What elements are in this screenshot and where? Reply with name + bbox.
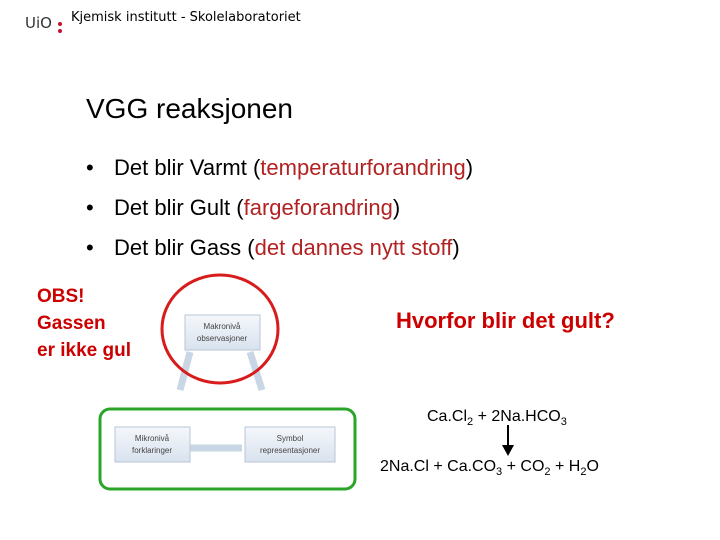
bullet-item	[86, 188, 473, 228]
slide-title: VGG reaksjonen	[86, 93, 293, 124]
box-macro	[185, 315, 260, 350]
bullet-glyph: •	[86, 195, 94, 220]
box-symbol-line2: representasjoner	[259, 446, 321, 455]
box-micro-line2: forklaringer	[131, 446, 173, 455]
obs-line: OBS!	[37, 286, 85, 307]
uio-logo	[25, 14, 67, 34]
bullet-item	[86, 228, 473, 268]
bullet-text: Det blir Varmt (	[114, 155, 261, 180]
logo-text: UiO	[25, 14, 52, 32]
bullet-suffix: )	[392, 195, 401, 220]
box-macro-line2: observasjoner	[196, 334, 248, 343]
obs-line: Gassen	[37, 313, 106, 334]
obs-line: er ikke gul	[37, 340, 131, 361]
box-symbol-line1: Symbol	[276, 434, 304, 443]
question-text: Hvorfor blir det gult?	[396, 308, 615, 333]
bullet-highlight: temperaturforandring	[260, 155, 466, 180]
chemistry-triangle-diagram	[90, 270, 370, 500]
bullet-glyph: •	[86, 235, 94, 260]
bullet-text: Det blir Gult (	[114, 195, 244, 220]
header-title: Kjemisk institutt - Skolelaboratoriet	[71, 10, 301, 25]
bullet-text: Det blir Gass (	[114, 235, 255, 260]
box-macro-line1: Makronivå	[203, 322, 241, 331]
reaction-arrow-icon	[502, 425, 514, 457]
bullet-list	[86, 148, 473, 268]
bullet-glyph: •	[86, 155, 94, 180]
box-micro	[115, 427, 190, 462]
equation-products: $2Na.Cl + Ca.CO_3 + CO_2 + H_2O$	[380, 458, 599, 479]
bullet-highlight: fargeforandring	[243, 195, 393, 220]
equation-reactants: $Ca.Cl_2 + 2Na.HCO_3$	[427, 408, 567, 429]
bullet-highlight: det dannes nytt stoff	[254, 235, 453, 260]
bullet-suffix: )	[465, 155, 474, 180]
box-micro-line1: Mikronivå	[134, 434, 170, 443]
box-symbol	[245, 427, 335, 462]
bullet-item	[86, 148, 473, 188]
bullet-suffix: )	[452, 235, 460, 260]
